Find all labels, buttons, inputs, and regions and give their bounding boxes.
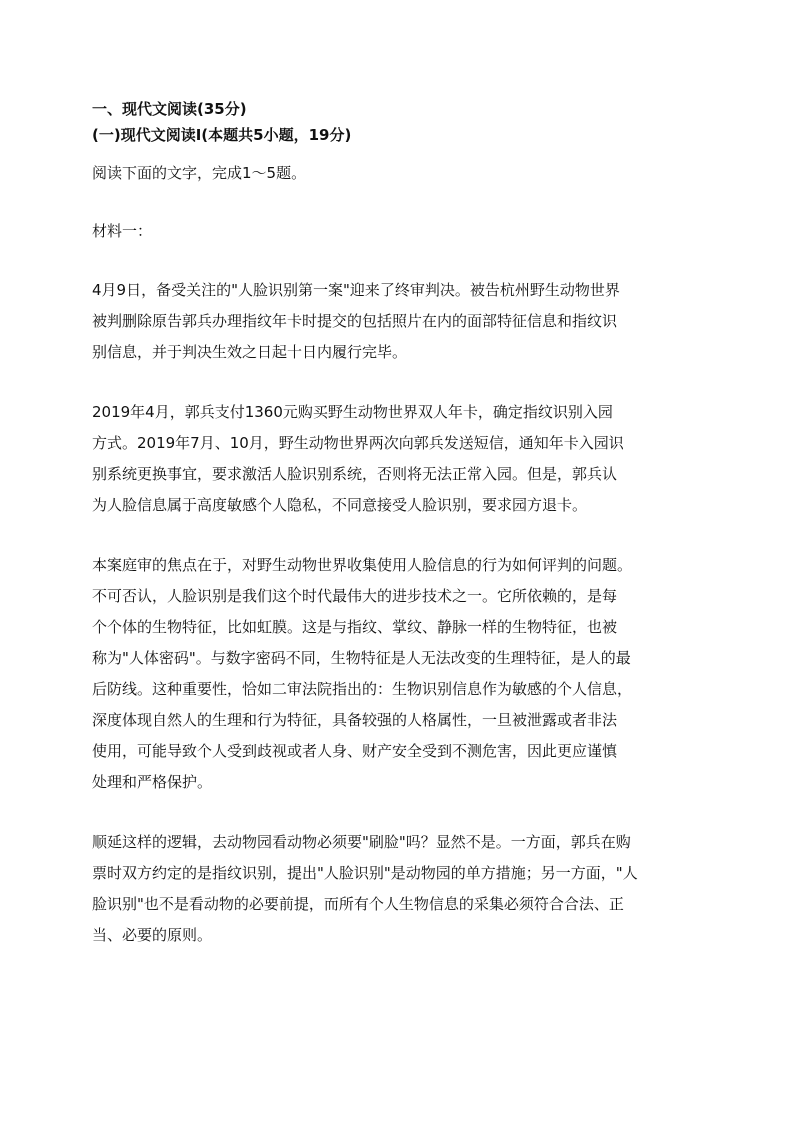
paragraph-line: 个个体的生物特征，比如虹膜。这是与指纹、掌纹、静脉一样的生物特征，也被	[92, 618, 618, 636]
spacer	[92, 798, 708, 827]
paragraph-line: 票时双方约定的是指纹识别，提出"人脸识别"是动物园的单方措施；另一方面，"人	[92, 864, 638, 882]
spacer	[92, 521, 708, 550]
paragraph-line: 2019年4月，郭兵支付1360元购买野生动物世界双人年卡，确定指纹识别入园	[92, 403, 613, 421]
paragraph-2	[92, 397, 708, 521]
material-label: 材料一：	[92, 222, 153, 240]
paragraph-3	[92, 550, 708, 798]
paragraph-line: 被判删除原告郭兵办理指纹年卡时提交的包括照片在内的面部特征信息和指纹识	[92, 312, 618, 330]
spacer	[92, 246, 708, 275]
paragraph-line: 别信息，并于判决生效之日起十日内履行完毕。	[92, 343, 408, 361]
paragraph-line: 4月9日，备受关注的"人脸识别第一案"迎来了终审判决。被告杭州野生动物世界	[92, 281, 620, 299]
spacer	[92, 368, 708, 397]
paragraph-line: 称为"人体密码"。与数字密码不同，生物特征是人无法改变的生理特征，是人的最	[92, 649, 631, 667]
paragraph-line: 顺延这样的逻辑，去动物园看动物必须要"刷脸"吗？显然不是。一方面，郭兵在购	[92, 833, 631, 851]
paragraph-line: 处理和严格保护。	[92, 773, 213, 791]
paragraph-line: 为人脸信息属于高度敏感个人隐私，不同意接受人脸识别，要求园方退卡。	[92, 496, 588, 514]
paragraph-line: 本案庭审的焦点在于，对野生动物世界收集使用人脸信息的行为如何评判的问题。	[92, 556, 633, 574]
paragraph-4	[92, 827, 708, 951]
spacer	[92, 188, 708, 217]
paragraph-line: 方式。2019年7月、10月，野生动物世界两次向郭兵发送短信，通知年卡入园识	[92, 434, 624, 452]
paragraph-line: 后防线。这种重要性，恰如二审法院指出的：生物识别信息作为敏感的个人信息，	[92, 680, 633, 698]
instruction-text: 阅读下面的文字，完成1～5题。	[92, 164, 307, 182]
paragraph-line: 脸识别"也不是看动物的必要前提，而所有个人生物信息的采集必须符合合法、正	[92, 895, 624, 913]
paragraph-line: 使用，可能导致个人受到歧视或者人身、财产安全受到不测危害，因此更应谨慎	[92, 742, 618, 760]
paragraph-line: 当、必要的原则。	[92, 926, 213, 944]
document-content	[92, 96, 708, 951]
paragraph-line: 别系统更换事宜，要求激活人脸识别系统，否则将无法正常入园。但是，郭兵认	[92, 465, 618, 483]
paragraph-line: 不可否认，人脸识别是我们这个时代最伟大的进步技术之一。它所依赖的，是每	[92, 587, 618, 605]
section-title: 一、现代文阅读(35分)	[92, 100, 247, 118]
subsection-title: (一)现代文阅读Ⅰ(本题共5小题，19分)	[92, 126, 352, 144]
paragraph-line: 深度体现自然人的生理和行为特征，具备较强的人格属性，一旦被泄露或者非法	[92, 711, 618, 729]
paragraph-1	[92, 275, 708, 368]
